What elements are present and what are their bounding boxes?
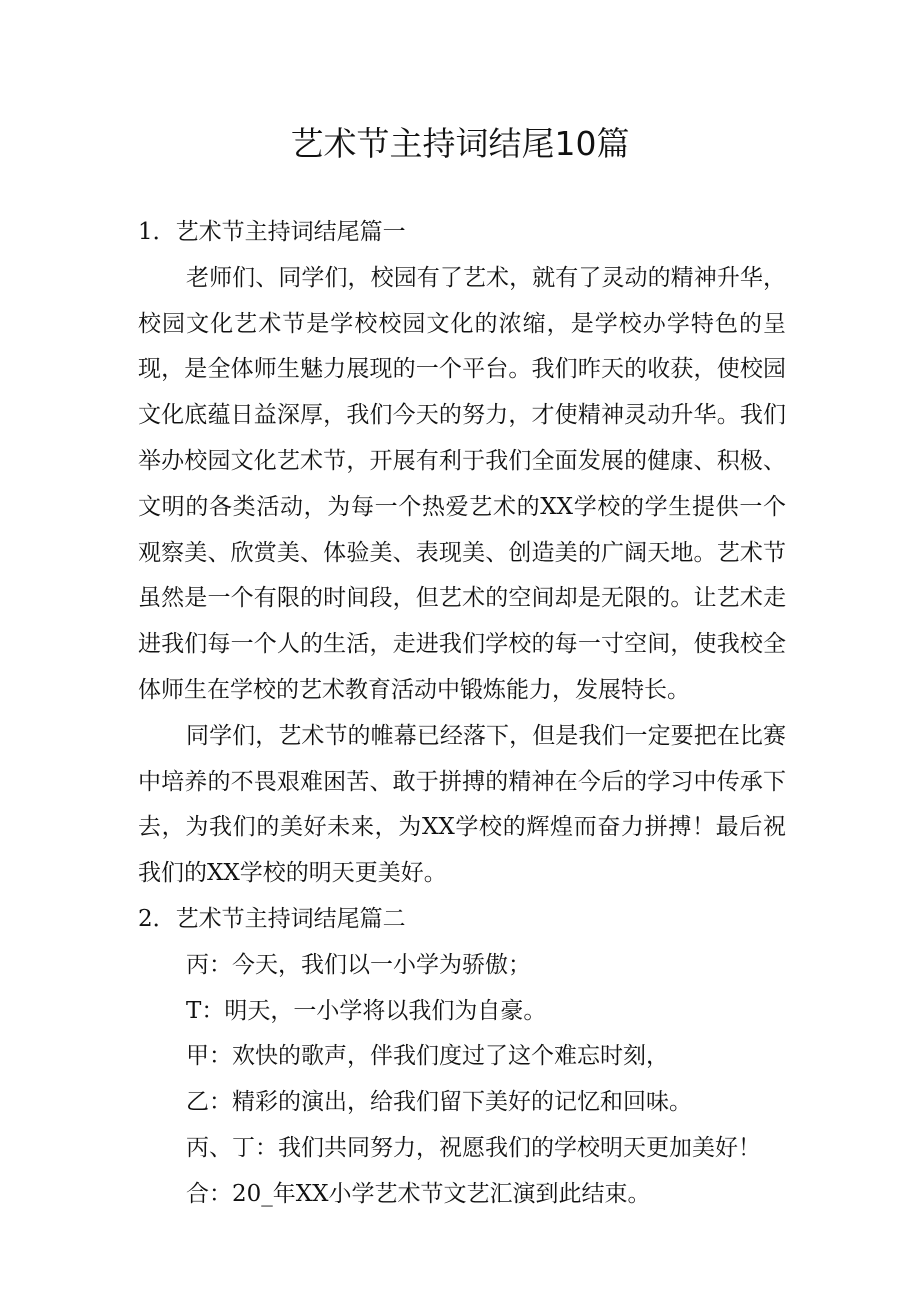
dialogue-line: 丙、丁：我们共同努力，祝愿我们的学校明天更加美好！ bbox=[186, 1134, 761, 1161]
dialogue-line: T：明天，一小学将以我们为自豪。 bbox=[186, 997, 547, 1024]
section-2-heading: 2．艺术节主持词结尾篇二 bbox=[138, 905, 406, 932]
dialogue-line: 丙：今天，我们以一小学为骄傲； bbox=[186, 951, 531, 978]
dialogue-line: 合：20_年XX小学艺术节文艺汇演到此结束。 bbox=[186, 1180, 651, 1207]
section-1-paragraph: 同学们，艺术节的帷幕已经落下，但是我们一定要把在比赛中培养的不畏艰难困苦、敢于拼搏的精神在今后的学习中传承下去，为我们的美好未来，为XX学校的辉煌而奋力拼搏！最后祝我们的XX学校的明天更美好。 bbox=[138, 722, 786, 887]
dialogue-line: 乙：精彩的演出，给我们留下美好的记忆和回味。 bbox=[186, 1089, 692, 1116]
document-title: 艺术节主持词结尾10篇 bbox=[290, 124, 630, 163]
section-1-heading: 1．艺术节主持词结尾篇一 bbox=[138, 219, 406, 245]
document-body bbox=[138, 210, 786, 1218]
section-1-paragraph: 老师们、同学们，校园有了艺术，就有了灵动的精神升华，校园文化艺术节是学校校园文化的浓缩，是学校办学特色的呈现，是全体师生魅力展现的一个平台。我们昨天的收获，使校园文化底蕴日益深厚，我们今天的努力，才使精神灵动升华。我们举办校园文化艺术节，开展有利于我们全面发展的健康、积极、文明的各类活动，为每一个热爱艺术的XX学校的学生提供一个观察美、欣赏美、体验美、表现美、创造美的广阔天地。艺术节虽然是一个有限的时间段，但艺术的空间却是无限的。让艺术走进我们每一个人的生活，走进我们学校的每一寸空间，使我校全体师生在学校的艺术教育活动中锻炼能力，发展特长。 bbox=[138, 264, 786, 703]
dialogue-line: 甲：欢快的歌声，伴我们度过了这个难忘时刻， bbox=[186, 1043, 669, 1070]
